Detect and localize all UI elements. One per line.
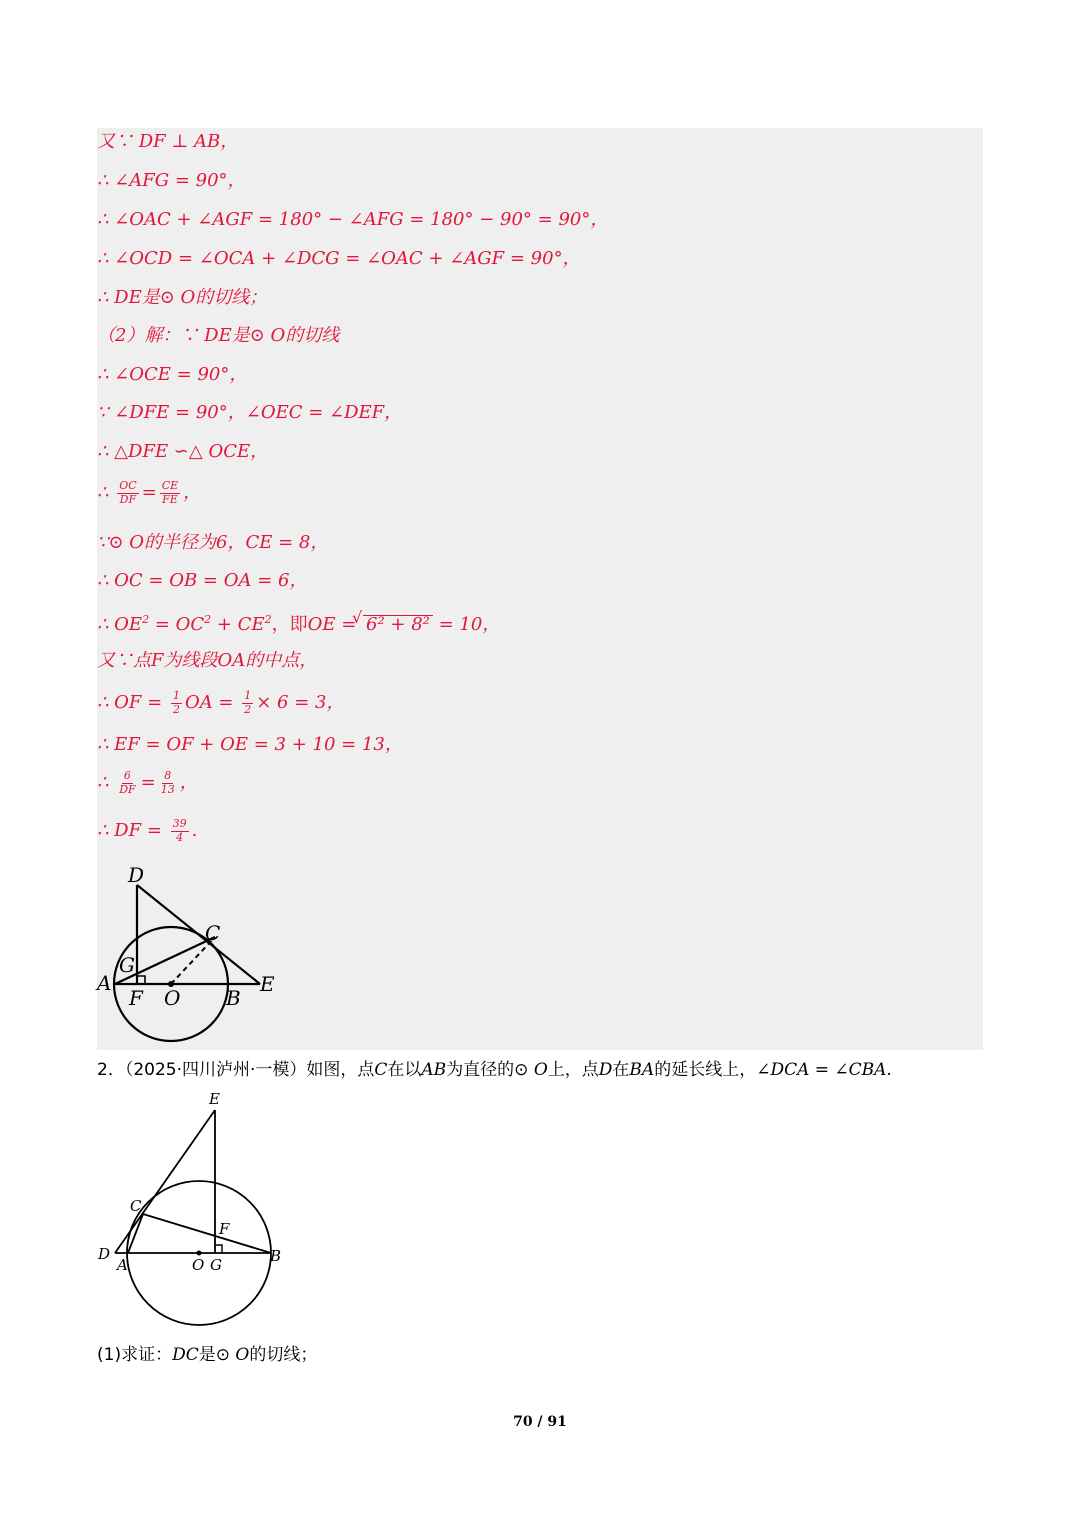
point-o: O <box>533 1060 548 1080</box>
geometry-figure-1 <box>95 860 295 1045</box>
label-d: D <box>98 1245 111 1263</box>
numerator: OC <box>119 479 137 492</box>
oe-result: = 10， <box>432 614 501 635</box>
df-result-line <box>97 818 197 844</box>
problem-text: 在 <box>612 1060 630 1080</box>
label-g: G <box>119 953 135 977</box>
solution-line-7: ∴ ∠OCE = 90°， <box>97 364 248 385</box>
solution-line-1: 又∵ DF ⊥ AB， <box>97 131 239 152</box>
label-f: F <box>219 1220 230 1238</box>
page-number: 70 / 91 <box>513 1414 567 1430</box>
denominator: 2 <box>172 702 180 716</box>
angle-equation: ∠DCA = ∠CBA. <box>756 1060 892 1080</box>
fraction-half-2 <box>242 690 253 716</box>
segment-ab: AB <box>421 1060 447 1080</box>
problem-text: 在以 <box>387 1060 422 1080</box>
line-de <box>137 885 260 984</box>
center-dot <box>197 1251 202 1256</box>
point-d: D <box>598 1060 613 1080</box>
label-e: E <box>209 1090 220 1108</box>
numerator: 39 <box>172 817 187 830</box>
oe-label: OE = <box>307 614 362 635</box>
geometry-figure-2 <box>95 1088 295 1328</box>
oe-prefix: ∴ OE <box>97 614 143 635</box>
denominator: 4 <box>176 830 184 844</box>
denominator: DF <box>119 492 137 506</box>
fraction-half-1 <box>171 690 182 716</box>
df-lead: ∴ DF = <box>97 820 168 842</box>
numerator: 8 <box>164 769 172 782</box>
sub-question-1 <box>97 1340 317 1365</box>
solution-line-oe: ∴ $OE^2 = OC^2 + CE^2$，即OE = √ 6² + 8² = 10， <box>97 614 500 634</box>
fraction-39-4 <box>171 818 189 844</box>
square-root: √ 6² + 8² <box>363 615 433 634</box>
problem-text: 上，点 <box>547 1060 599 1080</box>
connector-text: ，即 <box>271 614 308 635</box>
label-f: F <box>129 986 143 1010</box>
of-end: × 6 = 3， <box>256 692 345 714</box>
sub-question-text: 是⊙ <box>198 1345 236 1365</box>
segment-ba: BA <box>629 1060 655 1080</box>
punctuation: ， <box>183 482 202 504</box>
fraction-ce-fe <box>160 480 180 506</box>
solution-line-oc-ob-oa: ∴ OC = OB = OA = 6， <box>97 570 308 591</box>
label-c: C <box>205 921 221 945</box>
therefore-symbol: ∴ <box>97 482 109 504</box>
segment-dc: DC <box>172 1345 199 1365</box>
label-b: B <box>270 1247 282 1265</box>
solution-line-ef: ∴ EF = OF + OE = 3 + 10 = 13， <box>97 734 403 755</box>
label-o: O <box>164 986 181 1010</box>
denominator: 2 <box>244 702 252 716</box>
oc-term: = OC <box>149 614 205 635</box>
label-c: C <box>130 1197 142 1215</box>
problem-text: 为直径的⊙ <box>446 1060 534 1080</box>
right-angle-mark <box>215 1245 222 1253</box>
numerator: 1 <box>244 689 252 702</box>
punctuation: . <box>191 820 198 842</box>
ratio-line <box>97 480 201 506</box>
label-a: A <box>97 971 112 995</box>
denominator: FE <box>162 492 178 506</box>
point-c: C <box>374 1060 388 1080</box>
label-g: G <box>210 1256 222 1274</box>
punctuation: ， <box>179 772 198 794</box>
denominator: 13 <box>160 782 175 796</box>
ratio-line-2 <box>97 770 198 796</box>
solution-line-2: ∴ ∠AFG = 90°， <box>97 170 246 191</box>
fraction-oc-df <box>117 480 138 506</box>
numerator: 1 <box>172 689 180 702</box>
solution-line-midpoint: 又∵点F为线段OA的中点， <box>97 650 318 671</box>
right-angle-mark <box>137 976 145 984</box>
solution-line-8: ∵ ∠DFE = 90°，∠OEC = ∠DEF， <box>97 402 403 423</box>
problem-text: 的延长线上， <box>654 1060 757 1080</box>
fraction-6-df <box>117 770 137 796</box>
solution-line-6: （2）解：∵ DE是⊙ O的切线 <box>97 325 340 346</box>
point-o: O <box>235 1345 250 1365</box>
solution-line-4: ∴ ∠OCD = ∠OCA + ∠DCG = ∠OAC + ∠AGF = 90°， <box>97 248 581 269</box>
label-b: B <box>226 986 241 1010</box>
label-o: O <box>192 1256 205 1274</box>
label-e: E <box>260 972 275 996</box>
line-cb <box>143 1214 271 1253</box>
label-a: A <box>117 1256 128 1274</box>
equals-sign: = <box>141 482 157 504</box>
label-d: D <box>128 863 145 887</box>
equals-sign: = <box>140 772 156 794</box>
ce-term: + CE <box>211 614 265 635</box>
of-mid: OA = <box>184 692 240 714</box>
sub-question-text: 的切线； <box>249 1345 318 1365</box>
sub-question-text: (1)求证： <box>97 1345 173 1365</box>
solution-line-radius: ∵⊙ O的半径为6，CE = 8， <box>97 532 329 553</box>
of-line <box>97 690 344 716</box>
problem-text: 2．（2025·四川泸州·一模）如图，点 <box>97 1060 375 1080</box>
solution-line-5: ∴ DE是⊙ O的切线； <box>97 287 268 308</box>
therefore-symbol: ∴ <box>97 772 109 794</box>
fraction-8-13 <box>159 770 177 796</box>
problem-2-statement <box>97 1055 892 1080</box>
numerator: CE <box>161 479 179 492</box>
of-lead: ∴ OF = <box>97 692 168 714</box>
solution-line-3: ∴ ∠OAC + ∠AGF = 180° − ∠AFG = 180° − 90° = 90°， <box>97 209 609 230</box>
solution-line-9: ∴ △DFE ∽△ OCE， <box>97 441 269 462</box>
denominator: DF <box>119 782 136 796</box>
numerator: 6 <box>123 769 131 782</box>
